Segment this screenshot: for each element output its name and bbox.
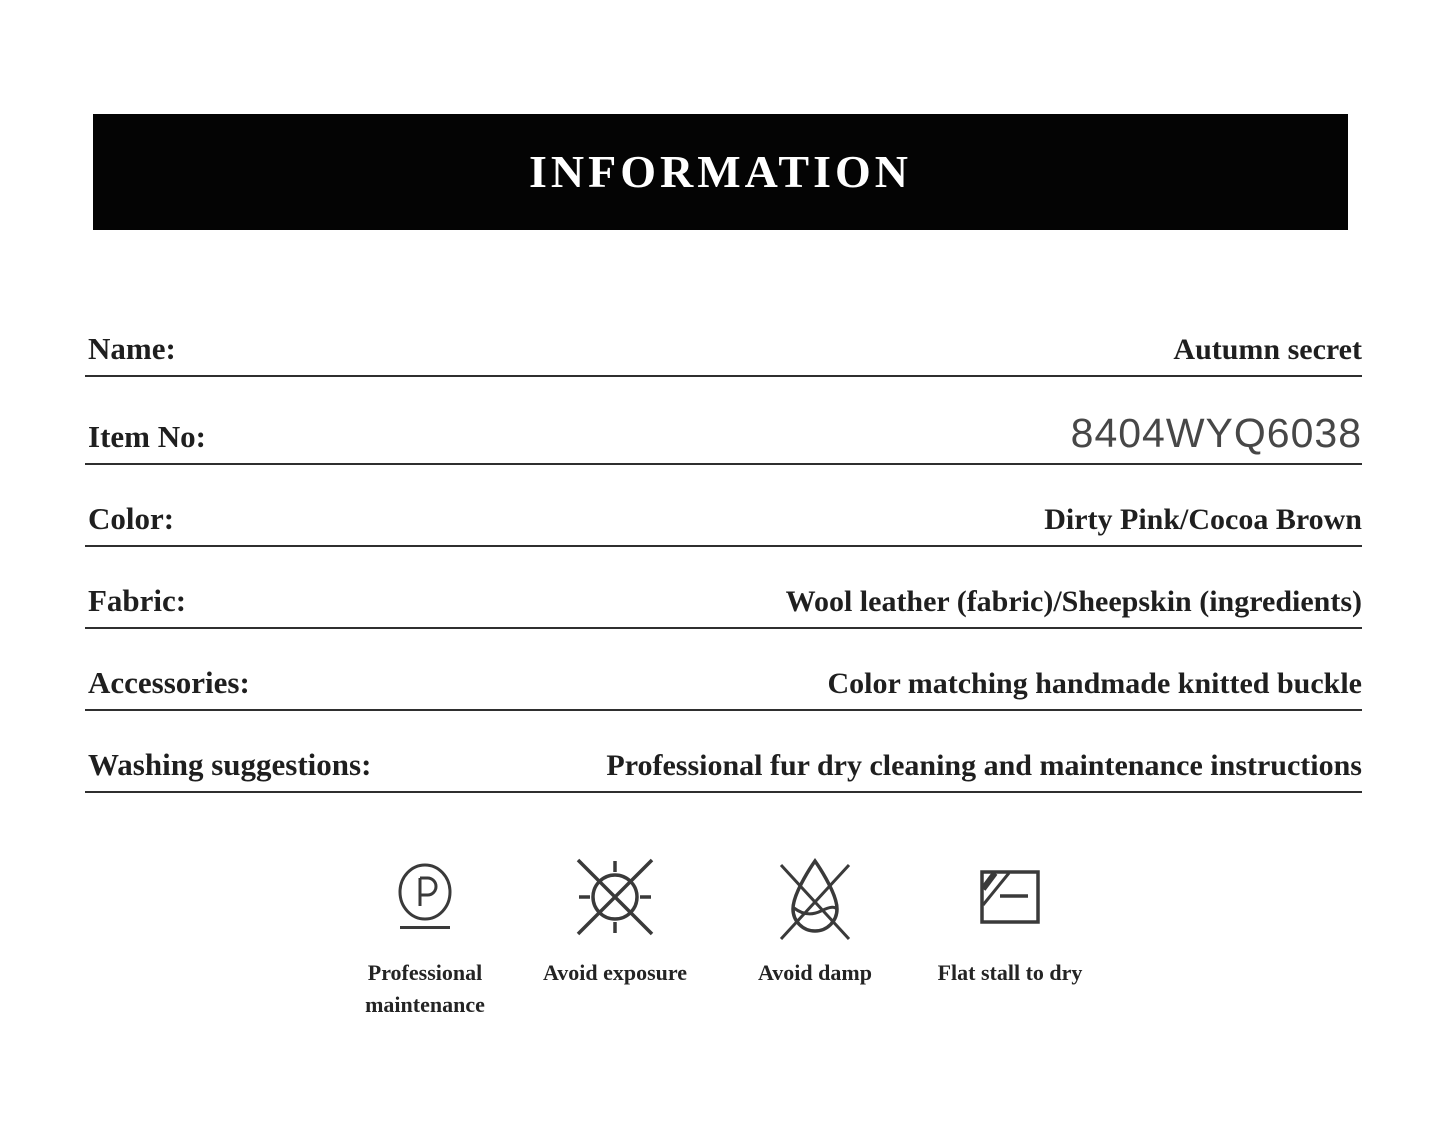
row-item-no-value: 8404WYQ6038 xyxy=(1070,410,1362,456)
row-name xyxy=(85,331,1362,377)
page-title: INFORMATION xyxy=(528,146,913,197)
icon-box xyxy=(571,851,659,943)
row-accessories xyxy=(85,665,1362,711)
row-color-label: Color: xyxy=(88,501,175,536)
row-fabric xyxy=(85,583,1362,629)
row-washing-value: Professional fur dry cleaning and maintenance instructions xyxy=(606,749,1362,782)
icon-box xyxy=(771,851,859,943)
row-name-label: Name: xyxy=(88,331,176,366)
care-instructions xyxy=(345,851,1445,1021)
avoid-damp-icon xyxy=(771,851,859,943)
info-rows xyxy=(85,331,1362,793)
icon-box xyxy=(393,851,457,943)
row-washing xyxy=(85,747,1362,793)
care-label: Professional maintenance xyxy=(365,960,485,1017)
row-color xyxy=(85,501,1362,547)
care-item-avoid-damp xyxy=(725,851,905,1021)
care-item-flat-dry xyxy=(925,851,1095,1021)
avoid-exposure-icon xyxy=(571,853,659,941)
row-fabric-label: Fabric: xyxy=(88,583,187,618)
row-washing-label: Washing suggestions: xyxy=(88,747,372,782)
care-item-avoid-exposure xyxy=(525,851,705,1021)
information-banner xyxy=(93,114,1348,230)
icon-box xyxy=(978,851,1042,943)
row-item-no-label: Item No: xyxy=(88,419,206,454)
professional-maintenance-icon xyxy=(393,861,457,933)
care-item-professional-maintenance xyxy=(345,851,505,1021)
row-color-value: Dirty Pink/Cocoa Brown xyxy=(1044,503,1362,536)
care-label: Flat stall to dry xyxy=(937,960,1083,985)
row-name-value: Autumn secret xyxy=(1173,333,1362,366)
row-fabric-value: Wool leather (fabric)/Sheepskin (ingredients) xyxy=(785,585,1362,618)
row-item-no xyxy=(85,410,1362,465)
care-label: Avoid damp xyxy=(758,960,872,985)
flat-dry-icon xyxy=(978,868,1042,926)
row-accessories-value: Color matching handmade knitted buckle xyxy=(827,667,1362,700)
care-label: Avoid exposure xyxy=(542,960,688,985)
row-accessories-label: Accessories: xyxy=(88,665,250,700)
